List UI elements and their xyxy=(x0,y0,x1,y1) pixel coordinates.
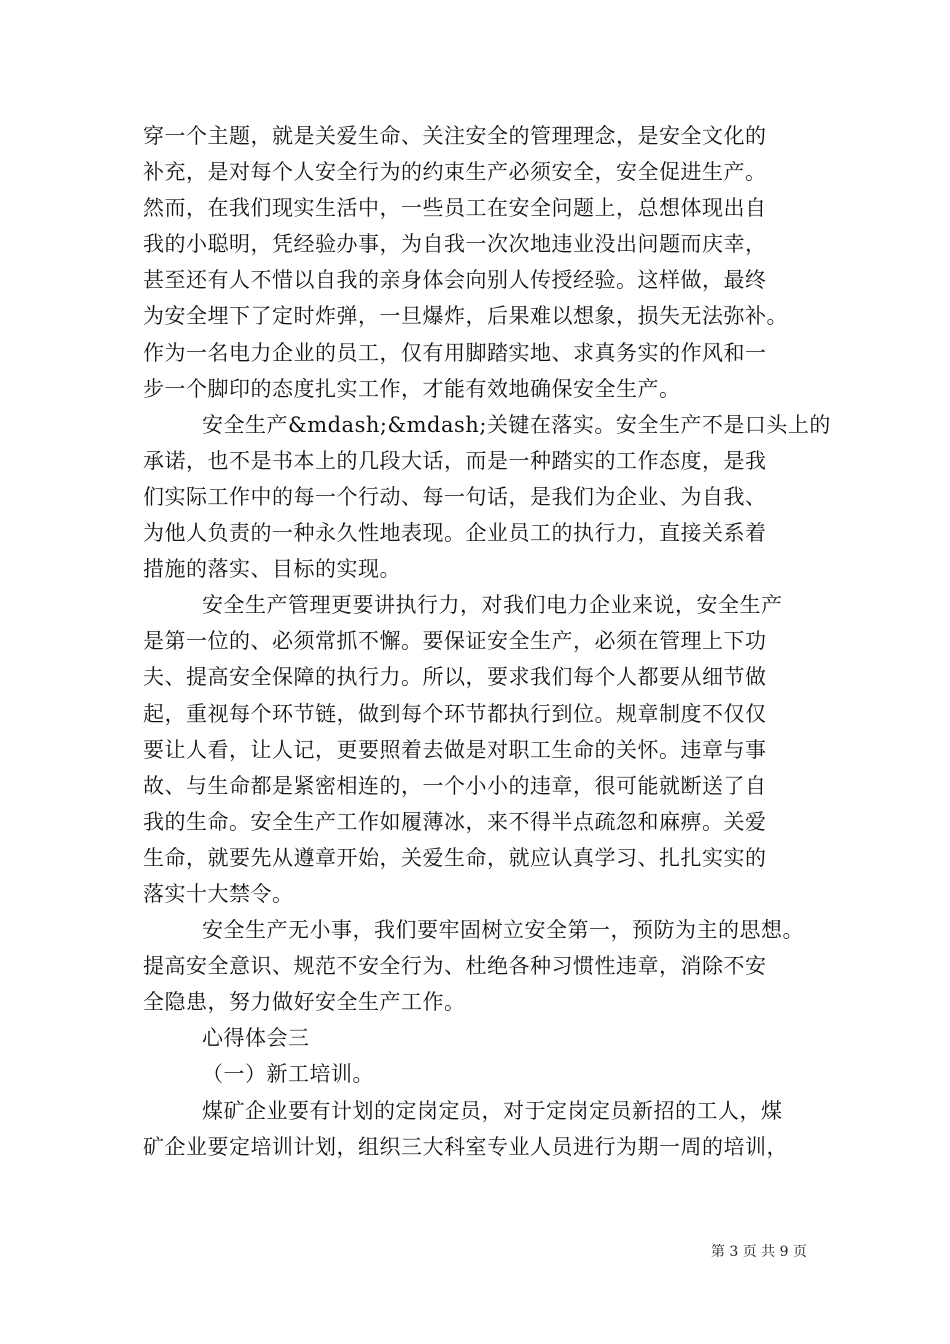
text-line: 措施的落实、目标的实现。 xyxy=(143,557,401,582)
text-line: 全隐患，努力做好安全生产工作。 xyxy=(143,990,466,1015)
text-line: 我的小聪明，凭经验办事，为自我一次次地违业没出问题而庆幸， xyxy=(143,232,767,257)
section-heading: 心得体会三 xyxy=(202,1026,310,1051)
text-line: 们实际工作中的每一个行动、每一句话，是我们为企业、为自我、 xyxy=(143,484,767,509)
text-line: 生命，就要先从遵章开始，关爱生命，就应认真学习、扎扎实实的 xyxy=(143,845,767,870)
text-line: 要让人看，让人记，更要照着去做是对职工生命的关怀。违章与事 xyxy=(143,737,767,762)
paragraph-start-line: 安全生产无小事，我们要牢固树立安全第一，预防为主的思想。 xyxy=(202,918,804,943)
paragraph-start-line: 安全生产&mdash;&mdash;关键在落实。安全生产不是口头上的 xyxy=(202,412,831,437)
page-number: 第 3 页 共 9 页 xyxy=(710,1244,807,1260)
text-line: 然而，在我们现实生活中，一些员工在安全问题上，总想体现出自 xyxy=(143,196,767,221)
text-line: 起，重视每个环节链，做到每个环节都执行到位。规章制度不仅仅 xyxy=(143,701,767,726)
text-line: 我的生命。安全生产工作如履薄冰，来不得半点疏忽和麻痹。关爱 xyxy=(143,809,767,834)
document-body xyxy=(143,118,831,1165)
text-line: 穿一个主题，就是关爱生命、关注安全的管理理念，是安全文化的 xyxy=(143,124,767,148)
text-line: 夫、提高安全保障的执行力。所以，要求我们每个人都要从细节做 xyxy=(143,665,767,690)
text-line: 为安全埋下了定时炸弹，一旦爆炸，后果难以想象，损失无法弥补。 xyxy=(143,304,788,329)
subsection-heading: （一）新工培训。 xyxy=(202,1062,374,1087)
text-line: 提高安全意识、规范不安全行为、杜绝各种习惯性违章，消除不安 xyxy=(143,954,767,979)
text-line: 故、与生命都是紧密相连的，一个小小的违章，很可能就断送了自 xyxy=(143,773,767,798)
text-line: 是第一位的、必须常抓不懈。要保证安全生产，必须在管理上下功 xyxy=(143,629,767,654)
text-line: 补充，是对每个人安全行为的约束生产必须安全，安全促进生产。 xyxy=(143,160,767,185)
text-line: 承诺，也不是书本上的几段大话，而是一种踏实的工作态度，是我 xyxy=(143,448,767,473)
paragraph-start-line: 安全生产管理更要讲执行力，对我们电力企业来说，安全生产 xyxy=(202,593,783,618)
text-line: 矿企业要定培训计划，组织三大科室专业人员进行为期一周的培训， xyxy=(143,1134,788,1159)
text-line: 为他人负责的一种永久性地表现。企业员工的执行力，直接关系着 xyxy=(143,521,767,546)
text-line: 甚至还有人不惜以自我的亲身体会向别人传授经验。这样做，最终 xyxy=(143,268,767,293)
text-line: 作为一名电力企业的员工，仅有用脚踏实地、求真务实的作风和一 xyxy=(143,340,767,365)
paragraph-start-line: 煤矿企业要有计划的定岗定员，对于定岗定员新招的工人，煤 xyxy=(202,1098,783,1123)
text-line: 落实十大禁令。 xyxy=(143,881,294,906)
text-line: 步一个脚印的态度扎实工作，才能有效地确保安全生产。 xyxy=(143,376,681,401)
